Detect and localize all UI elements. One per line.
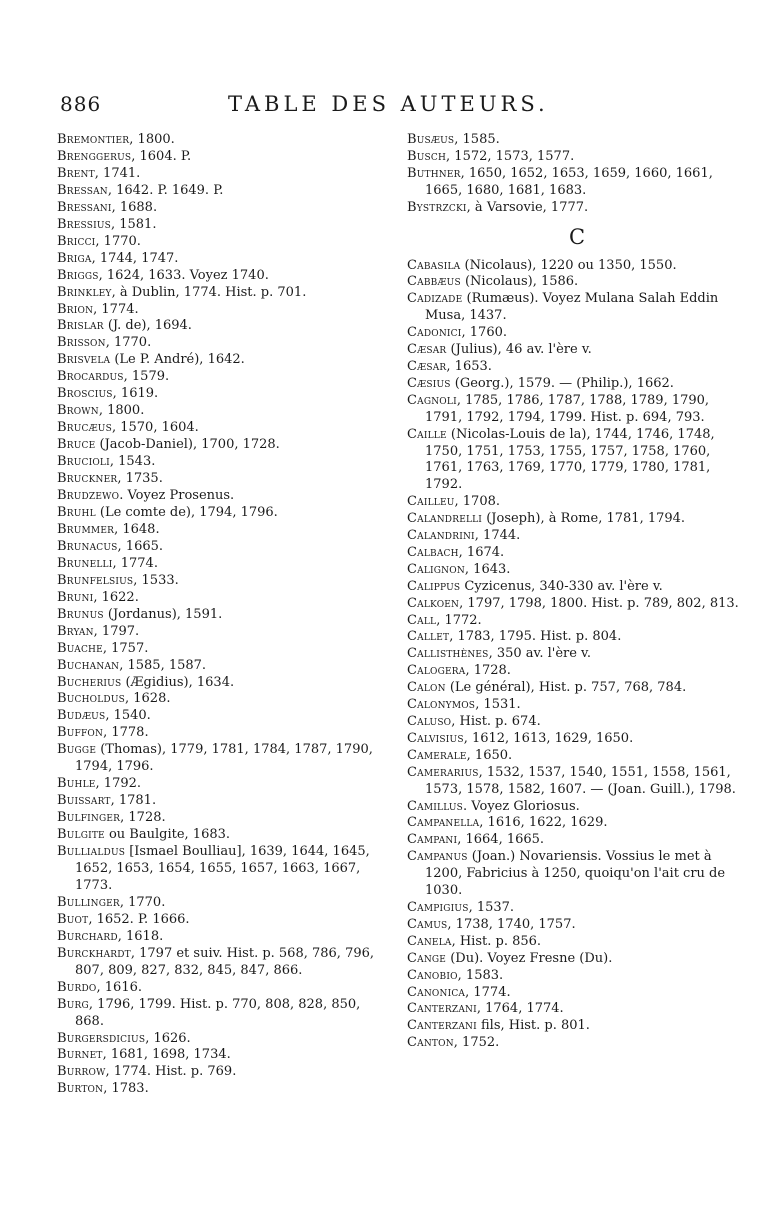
author-name: Burrow [57, 1064, 106, 1080]
index-entry [57, 658, 393, 675]
entry-references: (J. de), 1694. [103, 318, 192, 334]
left-column [57, 132, 393, 1098]
index-entry [407, 579, 747, 596]
entry-references: , 1778. [103, 725, 149, 741]
entry-references: , 1681, 1698, 1734. [102, 1047, 231, 1063]
entry-references: , 1531. [475, 697, 521, 713]
index-entry [57, 251, 393, 268]
author-name: Cadonici [407, 325, 462, 341]
author-name: Bulfinger [57, 810, 121, 826]
index-entry [57, 725, 393, 742]
entry-references: (Joan.) Novariensis. Vossius le met à 1200, Fabricius à 1250, quoiqu'on l'ait cru de 1030. [425, 849, 726, 899]
author-name: Callet [407, 629, 450, 645]
index-entry [407, 1035, 747, 1052]
index-entry [57, 183, 393, 200]
author-name: Canonica [407, 984, 466, 1000]
index-entry [57, 1064, 393, 1081]
index-entry [57, 929, 393, 946]
author-name: Call [407, 612, 437, 628]
author-name: Canterzani [407, 1001, 477, 1017]
index-entry [407, 951, 747, 968]
entry-references: , 1797, 1798, 1800. Hist. p. 789, 802, 813. [459, 595, 739, 611]
index-entry [407, 731, 747, 748]
index-entry [57, 624, 393, 641]
entry-references: , 1797. [93, 623, 140, 639]
author-name: Bruce [57, 437, 96, 453]
index-entry [407, 697, 747, 714]
entry-references: , Hist. p. 856. [451, 933, 542, 949]
author-name: Bryan [57, 623, 94, 639]
entry-references: , 1540. [105, 708, 151, 724]
author-name: Cæsius [407, 375, 451, 391]
section-letter: C [568, 224, 586, 249]
entry-references: , à Dublin, 1774. Hist. p. 701. [111, 284, 307, 300]
author-name: Calvisius [407, 730, 464, 746]
author-name: Buchanan [57, 657, 120, 673]
author-name: Canobio [407, 967, 458, 983]
entry-references: , 1781. [110, 793, 157, 809]
index-entry [407, 511, 747, 528]
author-name: Camus [407, 916, 448, 932]
author-name: Cadizade [407, 291, 463, 307]
index-entry [57, 573, 393, 590]
right-column-entries-b [407, 132, 747, 217]
index-entry [57, 675, 393, 692]
entry-references: , 1760. [461, 325, 507, 341]
index-entry [57, 488, 393, 505]
index-entry [407, 376, 747, 393]
author-name: Budæus [57, 708, 106, 724]
index-entry [407, 528, 747, 545]
entry-references: , 1665. [117, 538, 164, 554]
entry-references: (Rumæus). Voyez Mulana Salah Eddin Musa, 1437. [425, 291, 719, 324]
entry-references: , 1774. [465, 984, 511, 1000]
author-name: Brummer [57, 521, 115, 537]
author-name: Broscius [57, 386, 113, 402]
index-entry [407, 545, 747, 562]
index-entry [407, 985, 747, 1002]
author-name: Callisthènes [407, 646, 489, 662]
author-name: Cæsar [407, 358, 447, 374]
index-entry [57, 200, 393, 217]
author-name: Bucholdus [57, 691, 125, 707]
index-entry [407, 849, 747, 900]
author-name: Bruhl [57, 504, 96, 520]
entry-references: , 1774. Hist. p. 769. [105, 1064, 237, 1080]
entry-references: , 1772. [436, 612, 482, 628]
entry-references: , 1579. [123, 369, 170, 385]
entry-references: , 1537. [468, 899, 515, 915]
index-entry [57, 234, 393, 251]
entry-references: (Ægidius), 1634. [121, 674, 235, 690]
author-name: Brislar [57, 318, 104, 334]
index-entry [407, 714, 747, 731]
index-entry [57, 997, 393, 1031]
index-entry [57, 708, 393, 725]
entry-references: , 1650. [466, 747, 513, 763]
author-name: Buffon [57, 725, 104, 741]
entry-references: , 1652. P. 1666. [88, 911, 190, 927]
index-entry [57, 776, 393, 793]
index-entry [57, 268, 393, 285]
entry-references: , 1728. [120, 810, 166, 826]
entry-references: , 1770. [119, 894, 166, 910]
author-name: Burnet [57, 1047, 103, 1063]
author-name: Bucherius [57, 674, 122, 690]
author-name: Burton [57, 1081, 104, 1097]
author-name: Campigius [407, 899, 469, 915]
entry-references: , 1648. [114, 521, 160, 537]
author-name: Brudzewo [57, 488, 120, 504]
entry-references: . Voyez Gloriosus. [463, 798, 580, 814]
entry-references: , 1572, 1573, 1577. [446, 148, 575, 164]
index-entry [57, 641, 393, 658]
index-entry [57, 420, 393, 437]
index-entry [407, 680, 747, 697]
entry-references: , 1616. [96, 979, 142, 995]
index-entry [57, 1081, 393, 1098]
entry-references: [Ismael Boulliau], 1639, 1644, 1645, 1652, 1653, 1654, 1655, 1657, 1663, 1667, 1773. [75, 844, 370, 893]
author-name: Burckhardt [57, 945, 131, 961]
index-entry [407, 325, 747, 342]
index-entry [57, 590, 393, 607]
author-name: Buthner [407, 165, 461, 181]
entry-references: , 1664, 1665. [457, 832, 545, 848]
author-name: Brent [57, 165, 95, 181]
index-entry [57, 285, 393, 302]
author-name: Brunus [57, 606, 104, 622]
index-entry [407, 393, 747, 427]
entry-references: , à Varsovie, 1777. [466, 199, 589, 215]
author-name: Caille [407, 426, 447, 442]
author-name: Buissart [57, 793, 111, 809]
author-name: Bressius [57, 216, 111, 232]
index-entry [57, 844, 393, 895]
author-name: Burgersdicius [57, 1030, 146, 1046]
index-entry [407, 427, 747, 495]
author-name: Cailleu [407, 494, 455, 510]
entry-references: , 1744, 1747. [91, 250, 179, 266]
author-name: Brunfelsius [57, 572, 134, 588]
index-entry [407, 1018, 747, 1035]
author-name: Burdo [57, 979, 97, 995]
index-entry [57, 810, 393, 827]
index-entry [407, 132, 747, 149]
author-name: Bressani [57, 199, 112, 215]
entry-references: (Jordanus), 1591. [103, 606, 223, 622]
author-name: Calandrini [407, 528, 475, 544]
index-entry [407, 359, 747, 376]
entry-references: , 1622. [93, 589, 139, 605]
index-entry [57, 437, 393, 454]
entry-references: , 1570, 1604. [111, 420, 199, 436]
index-entry [407, 200, 747, 217]
entry-references: , 1616, 1622, 1629. [479, 815, 608, 831]
author-name: Cange [407, 950, 447, 966]
entry-references: , 1612, 1613, 1629, 1650. [463, 730, 634, 746]
index-entry [407, 342, 747, 359]
author-name: Calkoen [407, 595, 460, 611]
index-entry [57, 403, 393, 420]
author-name: Bulgite [57, 827, 105, 843]
entry-references: (Le comte de), 1794, 1796. [95, 504, 278, 520]
index-entry [57, 166, 393, 183]
entry-references: , 1744. [474, 528, 521, 544]
index-entry [57, 505, 393, 522]
author-name: Canton [407, 1035, 454, 1051]
entry-references: , 350 av. l'ère v. [488, 646, 591, 662]
author-name: Busæus [407, 132, 455, 147]
entry-references: (Nicolaus), 1586. [460, 274, 579, 290]
author-name: Cagnoli [407, 392, 457, 408]
index-entry [407, 748, 747, 765]
entry-references: . Voyez Prosenus. [119, 488, 235, 504]
index-entry [407, 968, 747, 985]
entry-references: , 1800. [98, 403, 145, 419]
entry-references: , 1650, 1652, 1653, 1659, 1660, 1661, 1665, 1680, 1681, 1683. [425, 165, 713, 198]
index-entry [57, 369, 393, 386]
entry-references: , 1618. [117, 928, 164, 944]
author-name: Bugge [57, 742, 97, 758]
entry-references: (Le P. André), 1642. [110, 352, 245, 368]
author-name: Brown [57, 403, 99, 419]
index-entry [407, 258, 747, 275]
author-name: Caluso [407, 714, 452, 729]
entry-references: (Le général), Hist. p. 757, 768, 784. [445, 680, 687, 696]
author-name: Brinkley [57, 284, 112, 300]
index-entry [407, 832, 747, 849]
entry-references: , 1792. [95, 776, 142, 792]
author-name: Brucæus [57, 420, 112, 436]
author-name: Brucioli [57, 454, 110, 470]
author-name: Burchard [57, 928, 118, 944]
entry-references: , 1604. P. [131, 148, 192, 164]
author-name: Buhle [57, 776, 96, 792]
index-entry [57, 895, 393, 912]
author-name: Burg [57, 996, 89, 1012]
author-name: Calbach [407, 544, 459, 560]
entry-references: fils, Hist. p. 801. [476, 1018, 590, 1034]
index-entry [407, 900, 747, 917]
index-entry [57, 471, 393, 488]
index-entry [57, 827, 393, 844]
index-entry [407, 934, 747, 951]
index-entry [57, 217, 393, 234]
entry-references: (Georg.), 1579. — (Philip.), 1662. [450, 375, 674, 391]
index-entry [57, 386, 393, 403]
entry-references: , 1770. [105, 335, 152, 351]
entry-references: ou Baulgite, 1683. [104, 827, 231, 843]
index-entry [407, 1001, 747, 1018]
index-entry [407, 917, 747, 934]
entry-references: , 1585. [454, 132, 500, 147]
index-entry [57, 335, 393, 352]
entry-references: (Nicolas-Louis de la), 1744, 1746, 1748, 1750, 1751, 1753, 1755, 1757, 1758, 1760, 1761, 1763, 1769, 1770, 1779, 1780, 1781, 1792. [425, 426, 715, 493]
entry-references: , 1543. [109, 454, 156, 470]
index-entry [57, 912, 393, 929]
index-entry [407, 629, 747, 646]
entry-references: , 1783, 1795. Hist. p. 804. [449, 629, 622, 645]
entry-references: (Nicolaus), 1220 ou 1350, 1550. [460, 257, 677, 273]
author-name: Bruckner [57, 471, 118, 487]
index-entry [407, 765, 747, 799]
index-entry [57, 980, 393, 997]
index-entry [57, 556, 393, 573]
entry-references: , 1774. [112, 555, 158, 571]
page-number: 886 [60, 92, 102, 116]
index-entry [57, 539, 393, 556]
index-entry [407, 613, 747, 630]
entry-references: , 1796, 1799. Hist. p. 770, 808, 828, 850, 868. [75, 996, 361, 1029]
author-name: Bullinger [57, 894, 120, 910]
author-name: Cæsar [407, 342, 447, 358]
author-name: Bystrzcki [407, 199, 467, 215]
index-entry [407, 494, 747, 511]
index-entry [407, 562, 747, 579]
author-name: Brunacus [57, 538, 118, 554]
entry-references: , 1642. P. 1649. P. [107, 182, 224, 198]
entry-references: , 1708. [454, 494, 500, 510]
author-name: Calogera [407, 663, 466, 679]
author-name: Brisvela [57, 352, 111, 368]
entry-references: , 1688. [111, 199, 158, 215]
index-entry [407, 274, 747, 291]
entry-references: , 1581. [110, 216, 157, 232]
author-name: Camerale [407, 747, 467, 763]
index-entry [407, 815, 747, 832]
right-column [407, 132, 747, 1052]
entry-references: , 1533. [133, 572, 179, 588]
entry-references: , 1764, 1774. [476, 1001, 564, 1017]
index-entry [407, 149, 747, 166]
entry-references: , 1626. [145, 1030, 191, 1046]
author-name: Cabbæus [407, 274, 461, 290]
author-name: Campani [407, 832, 458, 848]
entry-references: , 1674. [458, 544, 505, 560]
author-name: Cabasila [407, 257, 461, 273]
entry-references: (Julius), 46 av. l'ère v. [446, 342, 592, 358]
author-name: Campanella [407, 815, 480, 831]
author-name: Buot [57, 911, 89, 927]
author-name: Bressan [57, 182, 108, 198]
index-entry [57, 522, 393, 539]
entry-references: , 1800. [129, 132, 175, 147]
entry-references: , 1783. [103, 1081, 149, 1097]
entry-references: (Thomas), 1779, 1781, 1784, 1787, 1790, 1794, 1796. [75, 742, 373, 775]
author-name: Briggs [57, 267, 99, 283]
entry-references: , 1643. [464, 561, 511, 577]
author-name: Brisson [57, 335, 106, 351]
index-entry [407, 291, 747, 325]
entry-references: , 1653. [446, 358, 492, 374]
entry-references: , 1628. [125, 691, 171, 707]
index-entry [57, 946, 393, 980]
entry-references: , 1619. [112, 386, 159, 402]
author-name: Brenggerus [57, 148, 132, 164]
index-entry [57, 149, 393, 166]
author-name: Brion [57, 301, 94, 317]
author-name: Buache [57, 640, 103, 656]
entry-references: , 1624, 1633. Voyez 1740. [98, 267, 269, 283]
author-name: Busch [407, 148, 447, 164]
author-name: Briga [57, 250, 92, 266]
right-column-entries-c [407, 258, 747, 1053]
author-name: Bullialdus [57, 844, 126, 860]
entry-references: Cyzicenus, 340-330 av. l'ère v. [460, 578, 663, 594]
author-name: Calon [407, 680, 446, 696]
author-name: Brocardus [57, 369, 124, 385]
entry-references: , 1770. [95, 233, 141, 249]
author-name: Calignon [407, 561, 465, 577]
index-entry [57, 132, 393, 149]
index-entry [57, 793, 393, 810]
index-entry [57, 691, 393, 708]
author-name: Calandrelli [407, 511, 483, 527]
entry-references: , 1583. [457, 967, 504, 983]
author-name: Calippus [407, 578, 461, 594]
index-entry [407, 596, 747, 613]
entry-references: , 1757. [102, 640, 149, 656]
author-name: Bricci [57, 233, 96, 249]
entry-references: (Du). Voyez Fresne (Du). [446, 950, 613, 966]
index-entry [407, 663, 747, 680]
entry-references: , 1532, 1537, 1540, 1551, 1558, 1561, 1573, 1578, 1582, 1607. — (Joan. Guill.), 1798. [425, 764, 736, 797]
index-entry [57, 742, 393, 776]
author-name: Bruni [57, 589, 94, 605]
index-entry [57, 1047, 393, 1064]
index-entry [407, 646, 747, 663]
entry-references: , 1735. [117, 471, 163, 487]
author-name: Canterzani [407, 1018, 477, 1034]
index-entry [57, 607, 393, 624]
entry-references: , 1774. [93, 301, 139, 317]
entry-references: , 1797 et suiv. Hist. p. 568, 786, 796, 807, 809, 827, 832, 845, 847, 866. [75, 945, 375, 978]
entry-references: , 1738, 1740, 1757. [447, 916, 576, 932]
author-name: Bremontier [57, 132, 130, 147]
author-name: Camerarius [407, 764, 479, 780]
entry-references: , 1728. [465, 663, 511, 679]
index-entry [57, 454, 393, 471]
entry-references: , 1752. [453, 1035, 500, 1051]
index-entry [57, 1031, 393, 1048]
entry-references: , 1585, 1587. [119, 657, 207, 673]
author-name: Calonymos [407, 697, 476, 713]
author-name: Canela [407, 933, 452, 949]
index-entry [407, 799, 747, 816]
index-entry [57, 352, 393, 369]
index-entry [57, 318, 393, 335]
index-entry [407, 166, 747, 200]
entry-references: (Joseph), à Rome, 1781, 1794. [482, 511, 686, 527]
entry-references: (Jacob-Daniel), 1700, 1728. [95, 437, 280, 453]
author-name: Campanus [407, 849, 468, 865]
entry-references: , 1741. [94, 165, 141, 181]
index-entry [57, 302, 393, 319]
running-title: TABLE DES AUTEURS. [228, 92, 549, 116]
entry-references: , 1785, 1786, 1787, 1788, 1789, 1790, 1791, 1792, 1794, 1799. Hist. p. 694, 793. [425, 392, 710, 425]
author-name: Brunelli [57, 555, 113, 571]
author-name: Camillus [407, 798, 464, 814]
entry-references: , Hist. p. 674. [451, 714, 541, 729]
